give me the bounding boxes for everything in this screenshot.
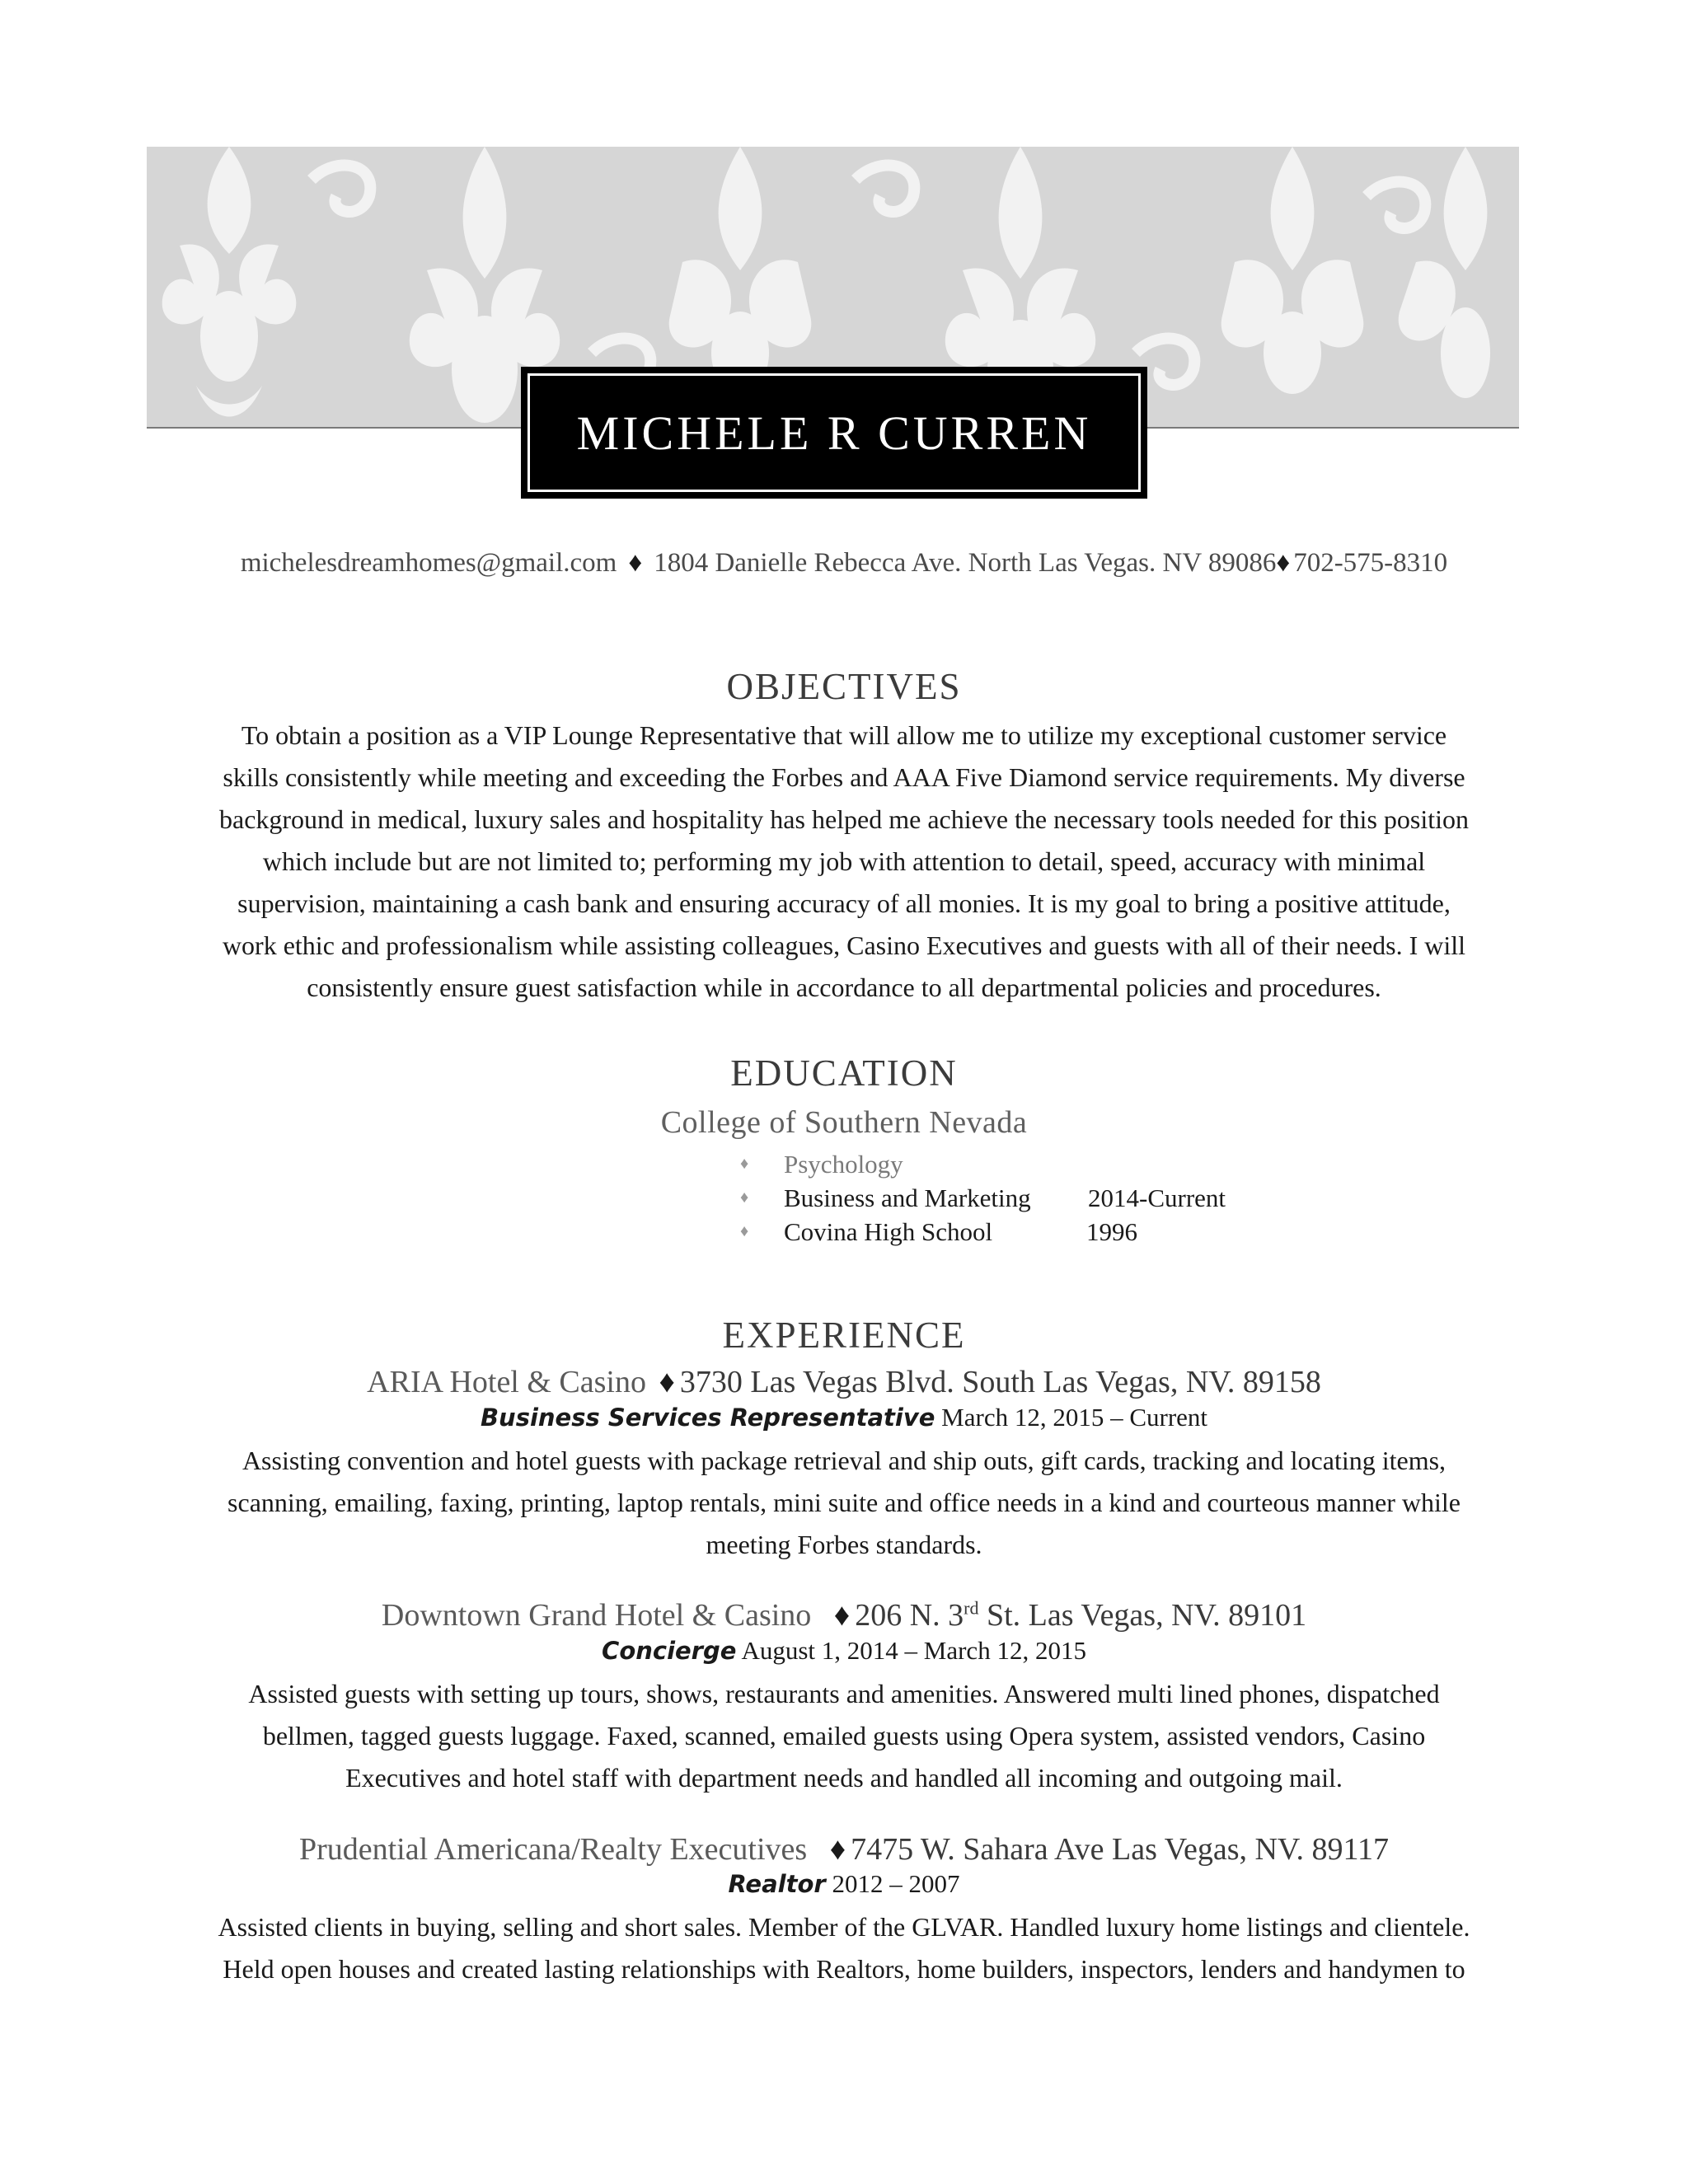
diamond-separator-icon: ♦ xyxy=(1276,548,1291,578)
job-header xyxy=(0,1831,1688,1868)
job-title-line xyxy=(0,1869,1688,1899)
candidate-name: MICHELE R CURREN xyxy=(576,405,1092,460)
education-school: College of Southern Nevada xyxy=(660,1105,1028,1140)
objectives-paragraph xyxy=(140,715,1548,1009)
job-employer: Prudential Americana/Realty Executives xyxy=(298,1832,808,1867)
job-employer: ARIA Hotel & Casino xyxy=(367,1365,646,1399)
job-employer: Downtown Grand Hotel & Casino xyxy=(381,1598,812,1633)
contact-address: 1804 Danielle Rebecca Ave. North Las Vegas. NV 89086 xyxy=(654,548,1277,578)
job-dates: 2012 – 2007 xyxy=(832,1869,960,1898)
diamond-bullet-icon: ♦ xyxy=(740,1222,749,1240)
diamond-separator-icon: ♦ xyxy=(833,1598,851,1633)
diamond-separator-icon: ♦ xyxy=(628,548,643,578)
objectives-line: background in medical, luxury sales and hospitality has helped me achieve the necessary tools needed for this position xyxy=(218,804,1470,834)
contact-phone: 702-575-8310 xyxy=(1293,548,1448,578)
name-plate-frame xyxy=(528,373,1141,492)
objectives-line: work ethic and professionalism while assisting colleagues, Casino Executives and guests with all of their needs. I will xyxy=(222,930,1466,960)
education-item-years: 1996 xyxy=(1086,1217,1137,1246)
job-role: Concierge xyxy=(602,1637,737,1665)
job-description-line: Assisted guests with setting up tours, shows, restaurants and amenities. Answered multi lined phones, dispatched xyxy=(248,1679,1440,1708)
job-description xyxy=(140,1440,1548,1566)
diamond-separator-icon: ♦ xyxy=(659,1365,675,1399)
job-description-line: meeting Forbes standards. xyxy=(706,1530,982,1559)
diamond-bullet-icon: ♦ xyxy=(740,1188,749,1207)
objectives-line: skills consistently while meeting and exceeding the Forbes and AAA Five Diamond service requirements. My diverse xyxy=(223,762,1465,792)
contact-email[interactable]: michelesdreamhomes@gmail.com xyxy=(240,548,617,578)
experience-heading: EXPERIENCE xyxy=(722,1315,966,1356)
job-address-city: St. Las Vegas, NV. 89101 xyxy=(978,1598,1307,1633)
job-dates: August 1, 2014 – March 12, 2015 xyxy=(741,1636,1086,1665)
job-address: 3730 Las Vegas Blvd. South Las Vegas, NV. 89158 xyxy=(679,1365,1321,1399)
diamond-bullet-icon: ♦ xyxy=(740,1155,749,1173)
objectives-line: which include but are not limited to; performing my job with attention to detail, speed, accuracy with minimal xyxy=(262,846,1426,876)
objectives-line: To obtain a position as a VIP Lounge Representative that will allow me to utilize my exceptional customer service xyxy=(241,720,1447,750)
job-header xyxy=(0,1597,1688,1633)
diamond-separator-icon: ♦ xyxy=(829,1832,846,1867)
objectives-heading: OBJECTIVES xyxy=(726,666,962,707)
job-description-line: scanning, emailing, faxing, printing, laptop rentals, mini suite and office needs in a kind and courteous manner while xyxy=(227,1488,1461,1517)
job-description-line: Held open houses and created lasting relationships with Realtors, home builders, inspectors, lenders and handymen to xyxy=(223,1954,1465,1984)
education-item-years: 2014-Current xyxy=(1088,1183,1226,1212)
job-description-line: Executives and hotel staff with department needs and handled all incoming and outgoing mail. xyxy=(345,1763,1343,1793)
name-plate xyxy=(521,367,1147,499)
education-item-label: Business and Marketing xyxy=(784,1183,1031,1212)
job-description-line: Assisted clients in buying, selling and short sales. Member of the GLVAR. Handled luxury home listings and clientele. xyxy=(218,1912,1470,1942)
education-heading: EDUCATION xyxy=(730,1052,958,1094)
job-title-line xyxy=(0,1636,1688,1666)
objectives-line: supervision, maintaining a cash bank and ensuring accuracy of all monies. It is my goal to bring a positive attitude, xyxy=(237,888,1451,918)
job-dates: March 12, 2015 – Current xyxy=(941,1403,1208,1432)
job-description xyxy=(140,1673,1548,1799)
job-description-line: bellmen, tagged guests luggage. Faxed, scanned, emailed guests using Opera system, assisted vendors, Casino xyxy=(262,1721,1426,1750)
job-role: Realtor xyxy=(728,1870,826,1898)
job-description xyxy=(140,1906,1548,1990)
job-header xyxy=(0,1364,1688,1400)
job-address: 7475 W. Sahara Ave Las Vegas, NV. 89117 xyxy=(851,1832,1390,1867)
education-item-label: Psychology xyxy=(784,1150,903,1179)
job-title-line xyxy=(0,1403,1688,1432)
contact-line xyxy=(0,548,1688,579)
job-description-line: Assisting convention and hotel guests with package retrieval and ship outs, gift cards, tracking and locating items, xyxy=(241,1446,1447,1475)
job-address-ordinal: rd xyxy=(964,1597,979,1619)
education-item-label: Covina High School xyxy=(784,1217,993,1246)
job-role: Business Services Representative xyxy=(480,1404,935,1432)
job-address-street: 206 N. 3 xyxy=(855,1598,964,1633)
objectives-line: consistently ensure guest satisfaction while in accordance to all departmental policies and procedures. xyxy=(307,972,1381,1002)
